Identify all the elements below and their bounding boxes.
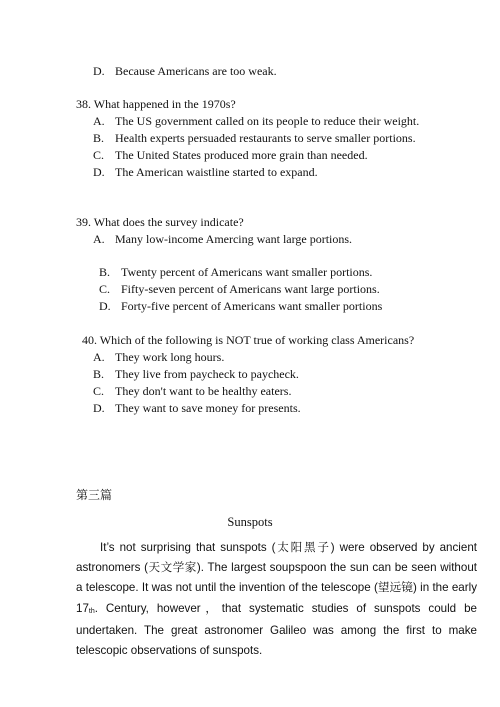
q37-option-d (93, 63, 277, 79)
option-text: Twenty percent of Americans want smaller portions. (121, 265, 373, 279)
option-text: Health experts persuaded restaurants to serve smaller portions. (115, 131, 416, 145)
passage-text-part1: It’s not surprising that sunspots (太阳黑子) were observed by ancient astronomers (天文学家). The largest soupspoon the sun can be seen without a telescope. It was not until the invention of the telescope (望远镜) in the early 17 (76, 541, 477, 615)
section-heading: 第三篇 (76, 488, 113, 502)
option-text: Because Americans are too weak. (115, 64, 277, 78)
option-letter: A. (93, 114, 105, 128)
option-text: They don't want to be healthy eaters. (115, 384, 292, 398)
q39-option-d (99, 298, 382, 314)
ordinal-suffix: th (88, 607, 95, 615)
q38-option-d (93, 164, 318, 180)
option-letter: A. (93, 350, 105, 364)
q39-option-a (93, 231, 352, 247)
option-text: They want to save money for presents. (115, 401, 301, 415)
q38-option-a (93, 113, 419, 129)
q38-option-c (93, 147, 368, 163)
option-letter: B. (93, 367, 105, 381)
q40-option-d (93, 400, 301, 416)
option-text: They live from paycheck to paycheck. (115, 367, 299, 381)
q40-option-c (93, 383, 291, 399)
option-letter: D. (93, 165, 105, 179)
option-letter: B. (93, 131, 105, 145)
option-text: The American waistline started to expand. (115, 165, 318, 179)
q40-question: 40. Which of the following is NOT true of working class Americans? (82, 333, 415, 347)
option-text: Many low-income Amercing want large portions. (115, 232, 353, 246)
option-text: Fifty-seven percent of Americans want large portions. (121, 282, 380, 296)
option-letter: D. (93, 64, 105, 78)
option-text: Forty-five percent of Americans want smaller portions (121, 299, 383, 313)
option-letter: B. (99, 265, 111, 279)
option-letter: C. (99, 282, 111, 296)
option-text: They work long hours. (115, 350, 225, 364)
q39-option-b (99, 264, 372, 280)
option-text: The United States produced more grain than needed. (115, 148, 368, 162)
q39-option-c (99, 281, 380, 297)
q40-option-b (93, 366, 299, 382)
option-text: The US government called on its people to reduce their weight. (115, 114, 420, 128)
option-letter: D. (99, 299, 111, 313)
passage-paragraph (76, 538, 477, 661)
q39-question: 39. What does the survey indicate? (76, 215, 244, 229)
passage-title: Sunspots (227, 515, 273, 529)
option-letter: C. (93, 384, 105, 398)
option-letter: A. (93, 232, 105, 246)
q38-question: 38. What happened in the 1970s? (76, 97, 236, 111)
option-letter: C. (93, 148, 105, 162)
q40-option-a (93, 349, 224, 365)
q38-option-b (93, 130, 416, 146)
passage-text-part2: . Century, however，that systematic studies of sunspots could be undertaken. The great astronomer Galileo was among the first to make telescopic observations of sunspots. (76, 601, 477, 658)
option-letter: D. (93, 401, 105, 415)
